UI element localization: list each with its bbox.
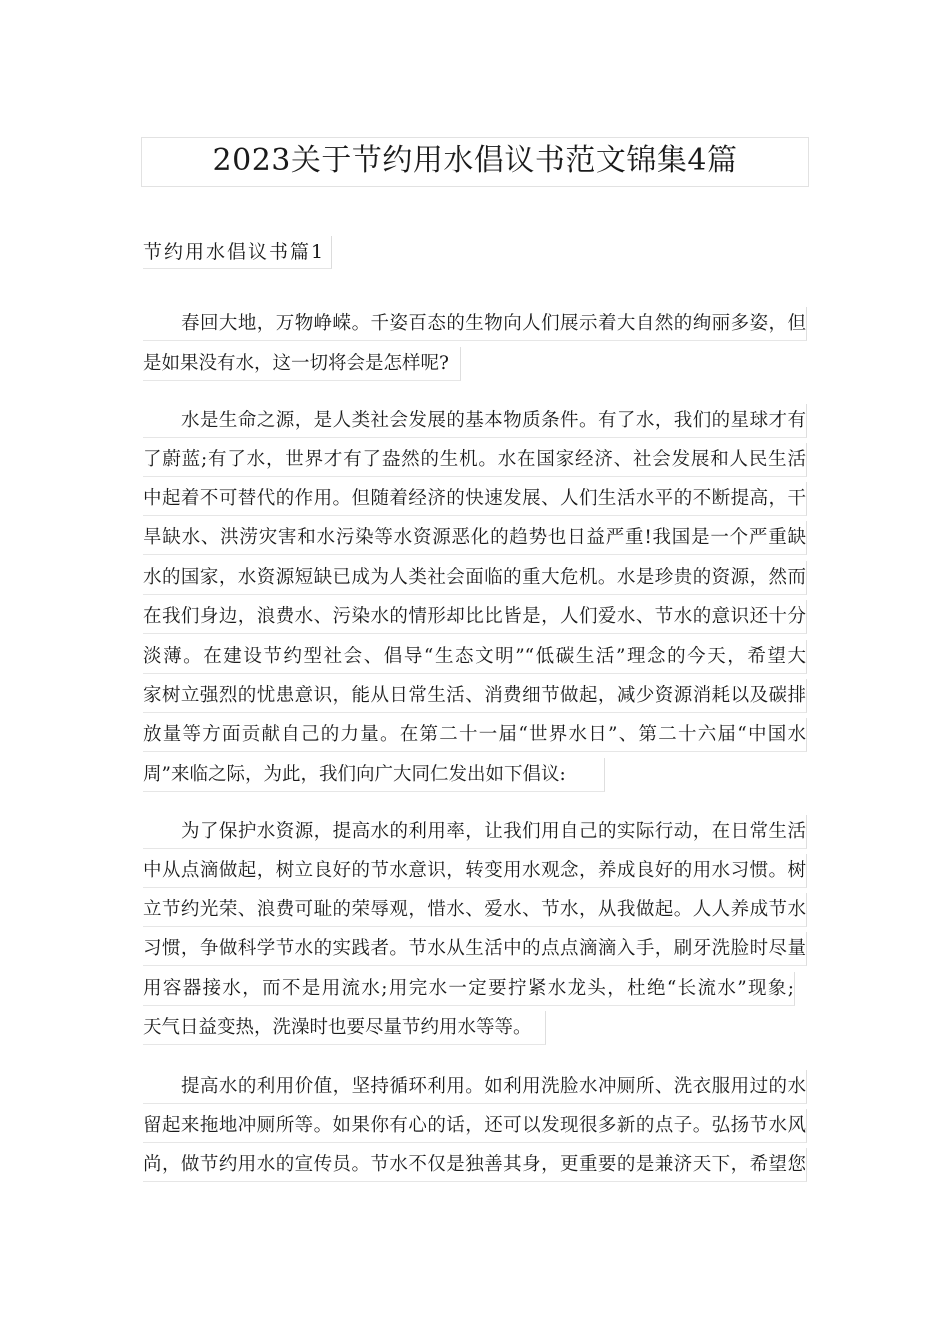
- paragraph-1-line-1: 春回大地，万物峥嵘。千姿百态的生物向人们展示着大自然的绚丽多姿，但: [143, 307, 807, 341]
- paragraph-2-line-6: 在我们身边，浪费水、污染水的情形却比比皆是，人们爱水、节水的意识还十分: [143, 600, 807, 634]
- paragraph-4-line-3: 尚，做节约用水的宣传员。节水不仅是独善其身，更重要的是兼济天下，希望您: [143, 1148, 807, 1182]
- document-title: 2023关于节约用水倡议书范文锦集4篇: [141, 137, 809, 187]
- paragraph-2-line-9: 放量等方面贡献自己的力量。在第二十一届“世界水日”、第二十六届“中国水: [143, 718, 807, 752]
- paragraph-2-line-8: 家树立强烈的忧患意识，能从日常生活、消费细节做起，减少资源消耗以及碳排: [143, 679, 807, 713]
- section-heading: 节约用水倡议书篇1: [143, 236, 332, 269]
- paragraph-3-line-6: 天气日益变热，洗澡时也要尽量节约用水等等。: [143, 1011, 546, 1045]
- paragraph-4-line-2: 留起来拖地冲厕所等。如果你有心的话，还可以发现很多新的点子。弘扬节水风: [143, 1109, 807, 1143]
- paragraph-3-line-3: 立节约光荣、浪费可耻的荣辱观，惜水、爱水、节水，从我做起。人人养成节水: [143, 893, 807, 927]
- paragraph-1-line-2: 是如果没有水，这一切将会是怎样呢?: [143, 347, 461, 381]
- paragraph-3-line-1: 为了保护水资源，提高水的利用率，让我们用自己的实际行动，在日常生活: [143, 815, 807, 849]
- paragraph-2-line-4: 旱缺水、洪涝灾害和水污染等水资源恶化的趋势也日益严重!我国是一个严重缺: [143, 521, 807, 555]
- paragraph-4-line-1: 提高水的利用价值，坚持循环利用。如利用洗脸水冲厕所、洗衣服用过的水: [143, 1070, 807, 1104]
- paragraph-2-line-5: 水的国家，水资源短缺已成为人类社会面临的重大危机。水是珍贵的资源，然而: [143, 561, 807, 595]
- paragraph-3-line-5: 用容器接水，而不是用流水;用完水一定要拧紧水龙头，杜绝“长流水”现象;: [143, 972, 795, 1006]
- paragraph-3-line-2: 中从点滴做起，树立良好的节水意识，转变用水观念，养成良好的用水习惯。树: [143, 854, 807, 888]
- paragraph-2-line-2: 了蔚蓝;有了水，世界才有了盎然的生机。水在国家经济、社会发展和人民生活: [143, 443, 807, 477]
- paragraph-2-line-7: 淡薄。在建设节约型社会、倡导“生态文明”“低碳生活”理念的今天，希望大: [143, 640, 807, 674]
- paragraph-2-line-3: 中起着不可替代的作用。但随着经济的快速发展、人们生活水平的不断提高，干: [143, 482, 807, 516]
- paragraph-3-line-4: 习惯，争做科学节水的实践者。节水从生活中的点点滴滴入手，刷牙洗脸时尽量: [143, 932, 807, 966]
- paragraph-2-line-10: 周”来临之际，为此，我们向广大同仁发出如下倡议:: [143, 758, 605, 792]
- paragraph-2-line-1: 水是生命之源，是人类社会发展的基本物质条件。有了水，我们的星球才有: [143, 404, 807, 438]
